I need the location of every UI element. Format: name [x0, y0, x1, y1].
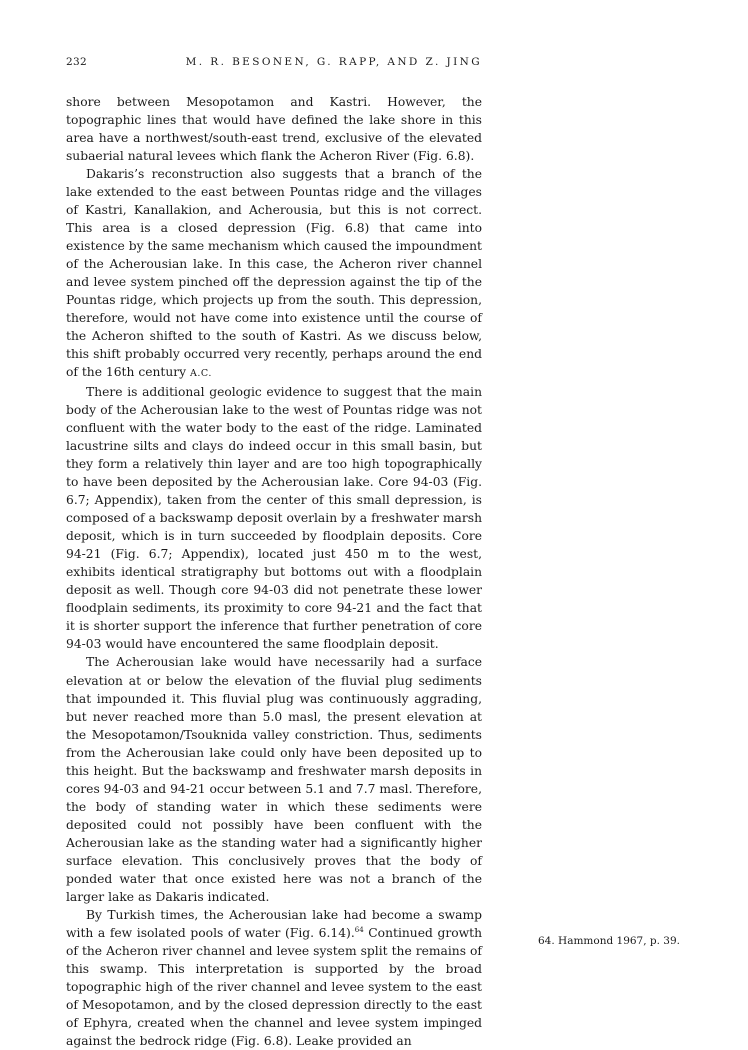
footnote-reference[interactable]: 64	[354, 925, 364, 934]
paragraph-text: The Acherousian lake would have necessarily had a surface elevation at or below the elevation of the fluvial plug sediments that impounded it. This fluvial plug was continuously aggrading, but never reached more than 5.0 masl, the present elevation at the Mesopotamon/Tsouknida valley constriction. Thus, sediments from the Acherousian lake could only have been deposited up to this height. But the backswamp and freshwater marsh deposits in cores 94-03 and 94-21 occur between 5.1 and 7.7 masl. Therefore, the body of standing water in which these sediments were deposited could not possibly have been confluent with the Acherousian lake as the standing water had a significantly higher surface elevation. This conclusively proves that the body of ponded water that once existed here was not a branch of the larger lake as Dakaris indicated.	[66, 655, 482, 904]
page-number: 232	[66, 56, 87, 68]
main-text-column	[66, 93, 482, 1050]
paragraph-geologic-evidence	[66, 383, 482, 653]
paragraph-turkish-times	[66, 906, 482, 1050]
footnote: 64. Hammond 1967, p. 39.	[538, 935, 681, 947]
paragraph-continuation	[66, 93, 482, 165]
paragraph-text: Continued growth of the Acheron river channel and levee system split the remains of this swamp. This interpretation is supported by the broad topographic high of the river channel and levee system to the east of Mesopotamon, and by the closed depression directly to the east of Ephyra, created when the channel and levee system impinged against the bedrock ridge (Fig. 6.8). Leake provided an	[66, 925, 482, 1048]
era-label: A.C.	[190, 368, 212, 380]
paragraph-text: Dakaris’s reconstruction also suggests that a branch of the lake extended to the east between Pountas ridge and the villages of Kastri, Kanallakion, and Acherousia, but this is not correct. This area is a closed depression (Fig. 6.8) that came into existence by the same mechanism which caused the impoundment of the Acherousian lake. In this case, the Acheron river channel and levee system pinched off the depression against the tip of the Pountas ridge, which projects up from the south. This depression, therefore, would not have come into existence until the course of the Acheron shifted to the south of Kastri. As we discuss below, this shift probably occurred very recently, perhaps around the end of the 16th century	[66, 167, 482, 380]
running-head-authors: M. R. BESONEN, G. RAPP, AND Z. JING	[185, 56, 482, 68]
paragraph-surface-elevation	[66, 653, 482, 905]
paragraph-text: shore between Mesopotamon and Kastri. However, the topographic lines that would have defined the lake shore in this area have a northwest/south-east trend, exclusive of the elevated subaerial natural levees which flank the Acheron River (Fig. 6.8).	[66, 95, 482, 164]
paragraph-text: By Turkish times, the Acherousian lake had become a swamp with a few isolated pools of water (Fig. 6.14).	[66, 907, 482, 940]
paragraph-text: There is additional geologic evidence to suggest that the main body of the Acherousian lake to the west of Pountas ridge was not confluent with the water body to the east of the ridge. Laminated lacustrine silts and clays do indeed occur in this small basin, but they form a relatively thin layer and are too high topographically to have been deposited by the Acherousian lake. Core 94-03 (Fig. 6.7; Appendix), taken from the center of this small depression, is composed of a backswamp deposit overlain by a freshwater marsh deposit, which is in turn succeeded by floodplain deposits. Core 94-21 (Fig. 6.7; Appendix), located just 450 m to the west, exhibits identical stratigraphy but bottoms out with a floodplain deposit as well. Though core 94-03 did not penetrate these lower floodplain sediments, its proximity to core 94-21 and the fact that it is shorter support the inference that further penetration of core 94-03 would have encountered the same floodplain deposit.	[66, 385, 482, 652]
paragraph-dakaris-branch	[66, 165, 482, 383]
